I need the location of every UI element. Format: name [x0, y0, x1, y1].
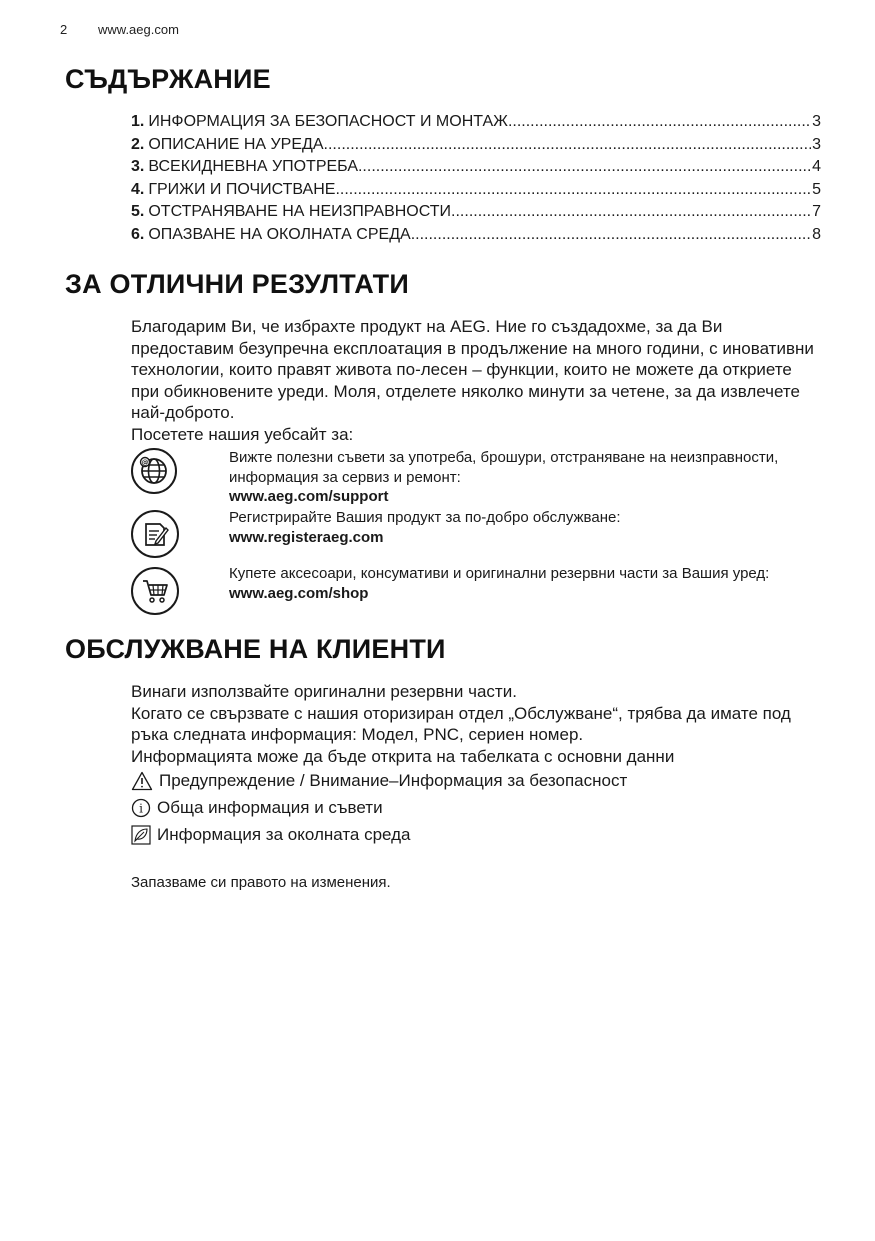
toc-item[interactable]: 5. ОТСТРАНЯВАНЕ НА НЕИЗПРАВНОСТИ ..... 7 [131, 201, 821, 224]
svg-text:i: i [139, 801, 143, 815]
leaf-icon [131, 825, 151, 845]
page-number: 2 [60, 22, 68, 37]
globe-icon [131, 448, 177, 494]
register-info: Регистрирайте Вашия продукт за по-добро обслужване: www.registeraeg.com [229, 509, 621, 546]
service-line-1: Винаги използвайте оригинални резервни части. [131, 682, 517, 701]
table-of-contents [131, 111, 821, 247]
results-title: ЗА ОТЛИЧНИ РЕЗУЛТАТИ [65, 269, 409, 299]
results-intro [131, 316, 821, 445]
support-info: Вижте полезни съвети за употреба, брошури, отстраняване на неизправности, информация за сервиз и ремонт: www.aeg.com/support [229, 449, 779, 505]
support-link[interactable]: www.aeg.com/support [229, 488, 389, 505]
svg-text:@: @ [141, 458, 149, 467]
shopping-cart-icon [131, 567, 179, 615]
toc-item[interactable]: 6. ОПАЗВАНЕ НА ОКОЛНАТА СРЕДА ..... 8 [131, 224, 821, 247]
register-link[interactable]: www.registeraeg.com [229, 528, 384, 546]
service-line-3: Информацията може да бъде открита на табелката с основни данни [131, 746, 675, 766]
legend-item-environment: Информация за околната среда [131, 821, 627, 848]
site-url: www.aeg.com [98, 22, 179, 37]
footnote: Запазваме си правото на изменения. [131, 874, 391, 891]
symbol-legend [131, 767, 627, 848]
toc-item[interactable]: 2. ОПИСАНИЕ НА УРЕДА ..... 3 [131, 134, 821, 157]
page-header [60, 22, 179, 37]
legend-item-info: i Обща информация и съвети [131, 794, 627, 821]
visit-text: Посетете нашия уебсайт за: [131, 424, 354, 444]
service-line-2: Когато се свързвате с нашия оторизиран отдел „Обслужване“, трябва да имате под ръка следната информация: Модел, PNC, сериен номер. [131, 703, 791, 744]
register-form-icon [131, 510, 179, 558]
toc-item[interactable]: 3. ВСЕКИДНЕВНА УПОТРЕБА ..... 4 [131, 156, 821, 179]
shop-link[interactable]: www.aeg.com/shop [229, 584, 369, 602]
warning-icon [131, 771, 153, 791]
legend-item-warning: Предупреждение / Внимание–Информация за безопасност [131, 767, 627, 794]
intro-text: Благодарим Ви, че избрахте продукт на AEG. Ние го създадохме, за да Ви предоставим безупречна експлоатация в продължение на много години, с иновативни технологии, които правят живота по-лесен – функции, които не можете да откриете при обикновените уреди. Моля, отделете няколко минути за четене, за да извлечете най-доброто. [131, 317, 814, 422]
service-text [131, 681, 821, 767]
info-icon [131, 798, 151, 818]
contents-title: СЪДЪРЖАНИЕ [65, 64, 271, 94]
shop-info: Купете аксесоари, консумативи и оригинални резервни части за Вашия уред: www.aeg.com/shop [229, 565, 770, 602]
toc-item[interactable]: 1. ИНФОРМАЦИЯ ЗА БЕЗОПАСНОСТ И МОНТАЖ ..... 3 [131, 111, 821, 134]
service-title: ОБСЛУЖВАНЕ НА КЛИЕНТИ [65, 634, 446, 664]
toc-item[interactable]: 4. ГРИЖИ И ПОЧИСТВАНЕ ..... 5 [131, 179, 821, 202]
